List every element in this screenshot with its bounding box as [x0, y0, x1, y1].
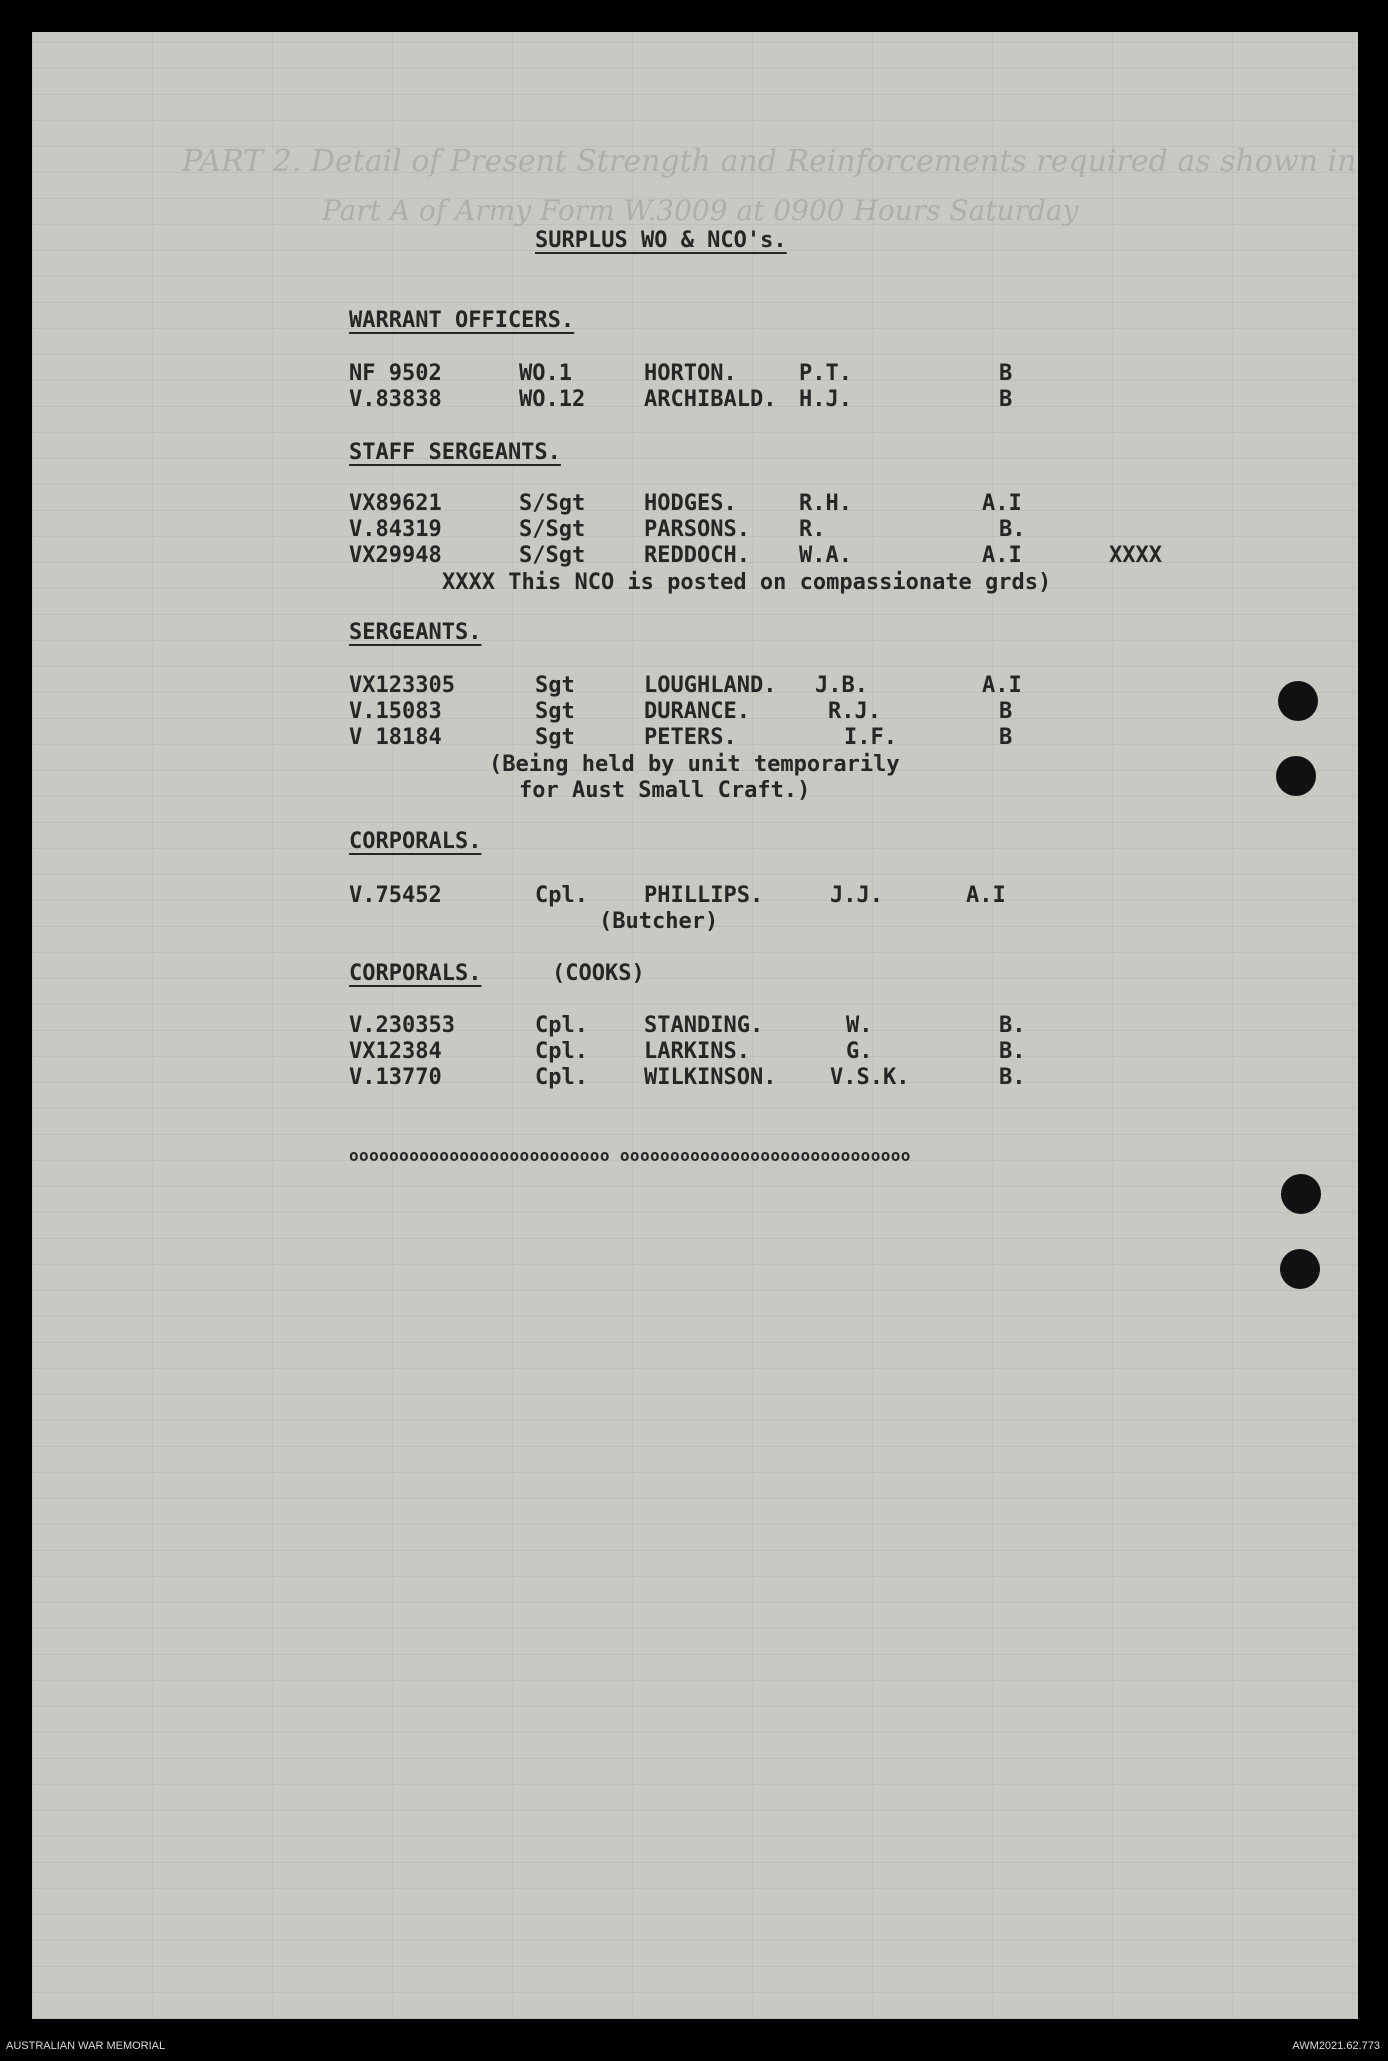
- faint-header-line2: Part A of Army Form W.3009 at 0900 Hours Saturday: [322, 194, 1079, 227]
- surname: LOUGHLAND.: [644, 673, 777, 698]
- service-number: NF 9502: [349, 361, 442, 386]
- surname: HODGES.: [644, 491, 737, 516]
- grade: B.: [999, 1039, 1026, 1064]
- initials: H.J.: [799, 387, 852, 412]
- grade: B.: [999, 1013, 1026, 1038]
- initials: V.S.K.: [830, 1065, 910, 1090]
- surname: PHILLIPS.: [644, 883, 764, 908]
- initials: G.: [846, 1039, 873, 1064]
- initials: P.T.: [799, 361, 852, 386]
- initials: W.A.: [799, 543, 852, 568]
- rank: Sgt: [535, 725, 575, 750]
- surname: STANDING.: [644, 1013, 764, 1038]
- punch-hole: [1276, 756, 1316, 796]
- section-heading: SERGEANTS.: [349, 620, 482, 645]
- service-number: V.230353: [349, 1013, 455, 1038]
- footer-source: AUSTRALIAN WAR MEMORIAL: [6, 2040, 166, 2052]
- initials: J.B.: [815, 673, 868, 698]
- faint-header-line1: PART 2. Detail of Present Strength and Reinforcements required as shown in: [182, 144, 1357, 179]
- rank: Cpl.: [535, 883, 588, 908]
- section-heading: STAFF SERGEANTS.: [349, 440, 561, 465]
- service-number: V.13770: [349, 1065, 442, 1090]
- section-heading: CORPORALS.: [349, 961, 482, 986]
- section-heading: WARRANT OFFICERS.: [349, 308, 575, 333]
- initials: J.J.: [830, 883, 883, 908]
- rank: Sgt: [535, 673, 575, 698]
- remark: (Butcher): [599, 909, 719, 934]
- punch-hole: [1278, 681, 1318, 721]
- document-title: SURPLUS WO & NCO's.: [535, 228, 787, 253]
- surname: PETERS.: [644, 725, 737, 750]
- service-number: V 18184: [349, 725, 442, 750]
- section-subheading: (COOKS): [552, 961, 645, 986]
- grade: B.: [999, 517, 1026, 542]
- footer-reference: AWM2021.62.773: [1292, 2040, 1380, 2052]
- service-number: VX89621: [349, 491, 442, 516]
- section-heading: CORPORALS.: [349, 829, 482, 854]
- surname: DURANCE.: [644, 699, 750, 724]
- surname: ARCHIBALD.: [644, 387, 777, 412]
- service-number: VX12384: [349, 1039, 442, 1064]
- grade: A.I: [982, 491, 1022, 516]
- initials: W.: [846, 1013, 873, 1038]
- grade: A.I: [982, 673, 1022, 698]
- punch-hole: [1281, 1174, 1321, 1214]
- grade: B: [999, 361, 1013, 386]
- rank: S/Sgt: [519, 543, 586, 568]
- surname: HORTON.: [644, 361, 737, 386]
- rank: Sgt: [535, 699, 575, 724]
- initials: R.J.: [828, 699, 881, 724]
- service-number: V.15083: [349, 699, 442, 724]
- initials: I.F.: [844, 725, 897, 750]
- rank: Cpl.: [535, 1065, 588, 1090]
- divider-line: oooooooooooooooooooooooooo ooooooooooooooooooooooooooooo: [349, 1146, 911, 1165]
- grade: B.: [999, 1065, 1026, 1090]
- remark: for Aust Small Craft.): [519, 778, 811, 803]
- initials: R.H.: [799, 491, 852, 516]
- surname: WILKINSON.: [644, 1065, 777, 1090]
- rank: Cpl.: [535, 1039, 588, 1064]
- grade: A.I: [966, 883, 1006, 908]
- punch-hole: [1280, 1249, 1320, 1289]
- initials: R.: [799, 517, 826, 542]
- service-number: V.83838: [349, 387, 442, 412]
- service-number: V.84319: [349, 517, 442, 542]
- grade: B: [999, 699, 1013, 724]
- surname: REDDOCH.: [644, 543, 750, 568]
- rank: S/Sgt: [519, 491, 586, 516]
- rank: S/Sgt: [519, 517, 586, 542]
- remark: (Being held by unit temporarily: [489, 752, 900, 777]
- grade: B: [999, 725, 1013, 750]
- surname: LARKINS.: [644, 1039, 750, 1064]
- rank: WO.1: [519, 361, 572, 386]
- note-mark: XXXX: [1109, 543, 1162, 568]
- grade: B: [999, 387, 1013, 412]
- service-number: VX123305: [349, 673, 455, 698]
- rank: WO.12: [519, 387, 586, 412]
- rank: Cpl.: [535, 1013, 588, 1038]
- remark: XXXX This NCO is posted on compassionate grds): [442, 570, 1052, 595]
- surname: PARSONS.: [644, 517, 750, 542]
- grade: A.I: [982, 543, 1022, 568]
- service-number: V.75452: [349, 883, 442, 908]
- service-number: VX29948: [349, 543, 442, 568]
